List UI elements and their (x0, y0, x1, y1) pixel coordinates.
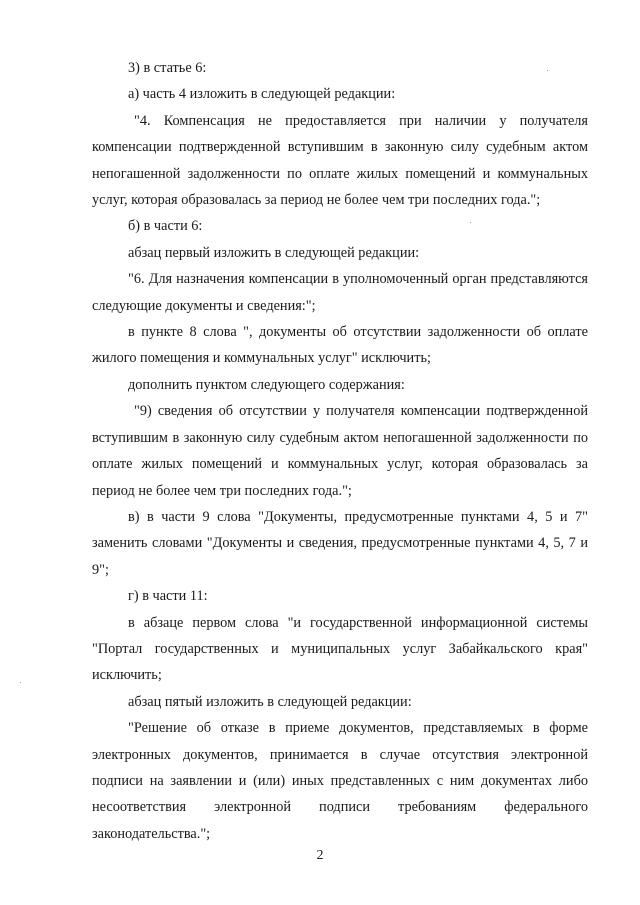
paragraph-7: в пункте 8 слова ", документы об отсутствии задолженности об оплате жилого помещения и коммунальных услуг" исключить; (92, 324, 588, 367)
paragraph-5: абзац первый изложить в следующей редакции: (128, 244, 420, 261)
paragraph-1: 3) в статье 6: (128, 60, 207, 76)
paragraph-13: абзац пятый изложить в следующей редакции: (128, 693, 412, 710)
document-page (92, 55, 588, 847)
paragraph-12: в абзаце первом слова "и государственной информационной системы "Портал государственных и муниципальных услуг Забайкальского края" исключить; (92, 614, 588, 684)
paragraph-4: б) в части 6: (128, 218, 203, 235)
paragraph-11: г) в части 11: (128, 588, 208, 605)
scan-speck (470, 222, 471, 223)
page-number: 2 (316, 848, 324, 863)
paragraph-10: в) в части 9 слова "Документы, предусмотренные пунктами 4, 5 и 7" заменить словами "Документы и сведения, предусмотренные пунктами 4, 5, 7 и 9"; (92, 508, 588, 578)
paragraph-14: "Решение об отказе в приеме документов, представляемых в форме электронных документов, принимается в случае отсутствия электронной подписи на заявлении и (или) иных представленных с ним документах либо несоответствия электронной подписи требованиям федерального законодательства."; (92, 720, 588, 842)
paragraph-8: дополнить пунктом следующего содержания: (128, 376, 405, 393)
paragraph-3: "4. Компенсация не предоставляется при наличии у получателя компенсации подтвержденной вступившим в законную силу судебным актом непогашенной задолженности по оплате жилых помещений и коммунальных услуг, которая образовалась за период не более чем три последних года."; (92, 112, 588, 209)
paragraph-9: "9) сведения об отсутствии у получателя компенсации подтвержденной вступившим в законную силу судебным актом непогашенной задолженности по оплате жилых помещений и коммунальных услуг, которая образовалась за период не более чем три последних года."; (92, 403, 588, 499)
paragraph-6: "6. Для назначения компенсации в уполномоченный орган представляются следующие документы и сведения:"; (92, 271, 588, 314)
paragraph-2: а) часть 4 изложить в следующей редакции: (128, 86, 396, 103)
scan-speck (20, 682, 21, 683)
scan-speck (547, 70, 548, 71)
